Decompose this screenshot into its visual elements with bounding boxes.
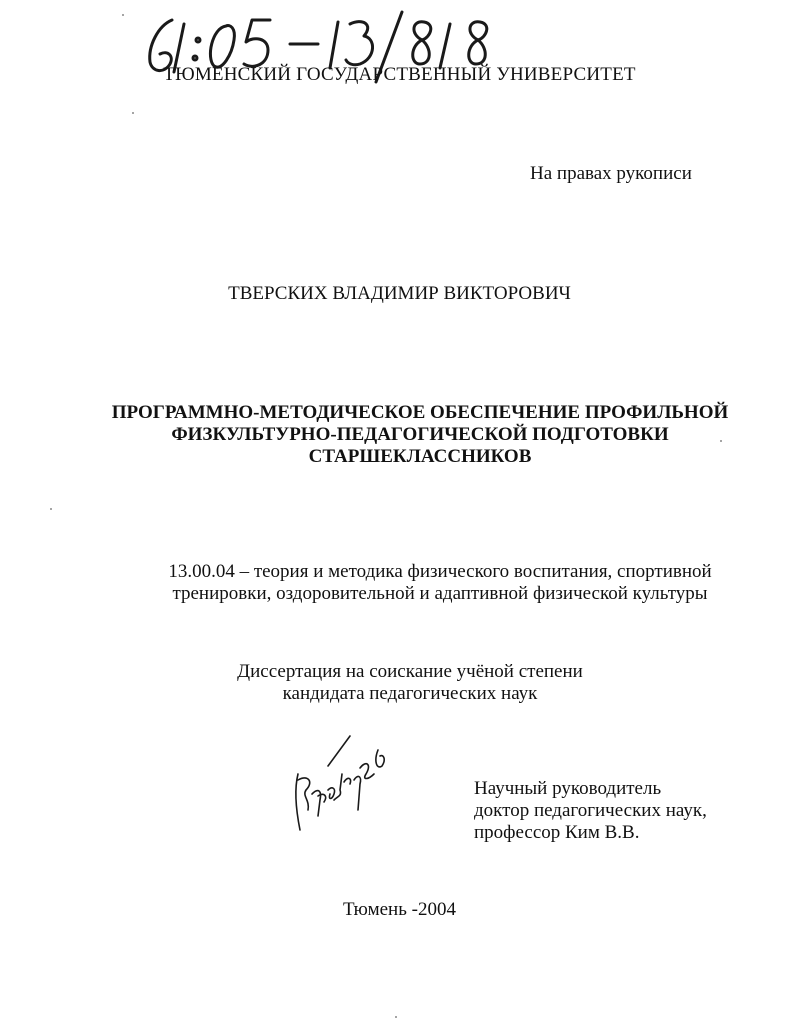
specialty-code <box>150 561 730 605</box>
scan-speck <box>122 14 124 16</box>
degree-line-1: Диссертация на соискание учёной степени <box>237 661 583 682</box>
scan-speck <box>720 440 722 442</box>
scan-speck <box>395 1016 397 1018</box>
title-line-1: ПРОГРАММНО-МЕТОДИЧЕСКОЕ ОБЕСПЕЧЕНИЕ ПРОФИЛЬНОЙ <box>111 402 729 423</box>
specialty-line-2: тренировки, оздоровительной и адаптивной физической культуры <box>172 583 708 604</box>
degree-statement <box>220 661 600 705</box>
place-and-year: Тюмень -2004 <box>343 899 456 920</box>
supervisor-line-3: профессор Ким В.В. <box>474 822 640 843</box>
supervisor-line-2: доктор педагогических наук, <box>474 800 707 821</box>
scan-speck <box>50 508 52 510</box>
author-signature <box>288 730 398 838</box>
title-line-2: ФИЗКУЛЬТУРНО-ПЕДАГОГИЧЕСКОЙ ПОДГОТОВКИ <box>171 424 669 445</box>
title-line-3: СТАРШЕКЛАССНИКОВ <box>308 446 532 467</box>
dissertation-title <box>100 402 740 468</box>
university-name: ТЮМЕНСКИЙ ГОСУДАРСТВЕННЫЙ УНИВЕРСИТЕТ <box>163 64 636 85</box>
rights-note: На правах рукописи <box>530 163 692 184</box>
scan-speck <box>132 112 134 114</box>
degree-line-2: кандидата педагогических наук <box>282 683 538 704</box>
author-name: ТВЕРСКИХ ВЛАДИМИР ВИКТОРОВИЧ <box>228 283 571 304</box>
scientific-supervisor <box>474 778 707 844</box>
supervisor-line-1: Научный руководитель <box>474 778 662 799</box>
specialty-line-1: 13.00.04 – теория и методика физического воспитания, спортивной <box>168 561 712 582</box>
